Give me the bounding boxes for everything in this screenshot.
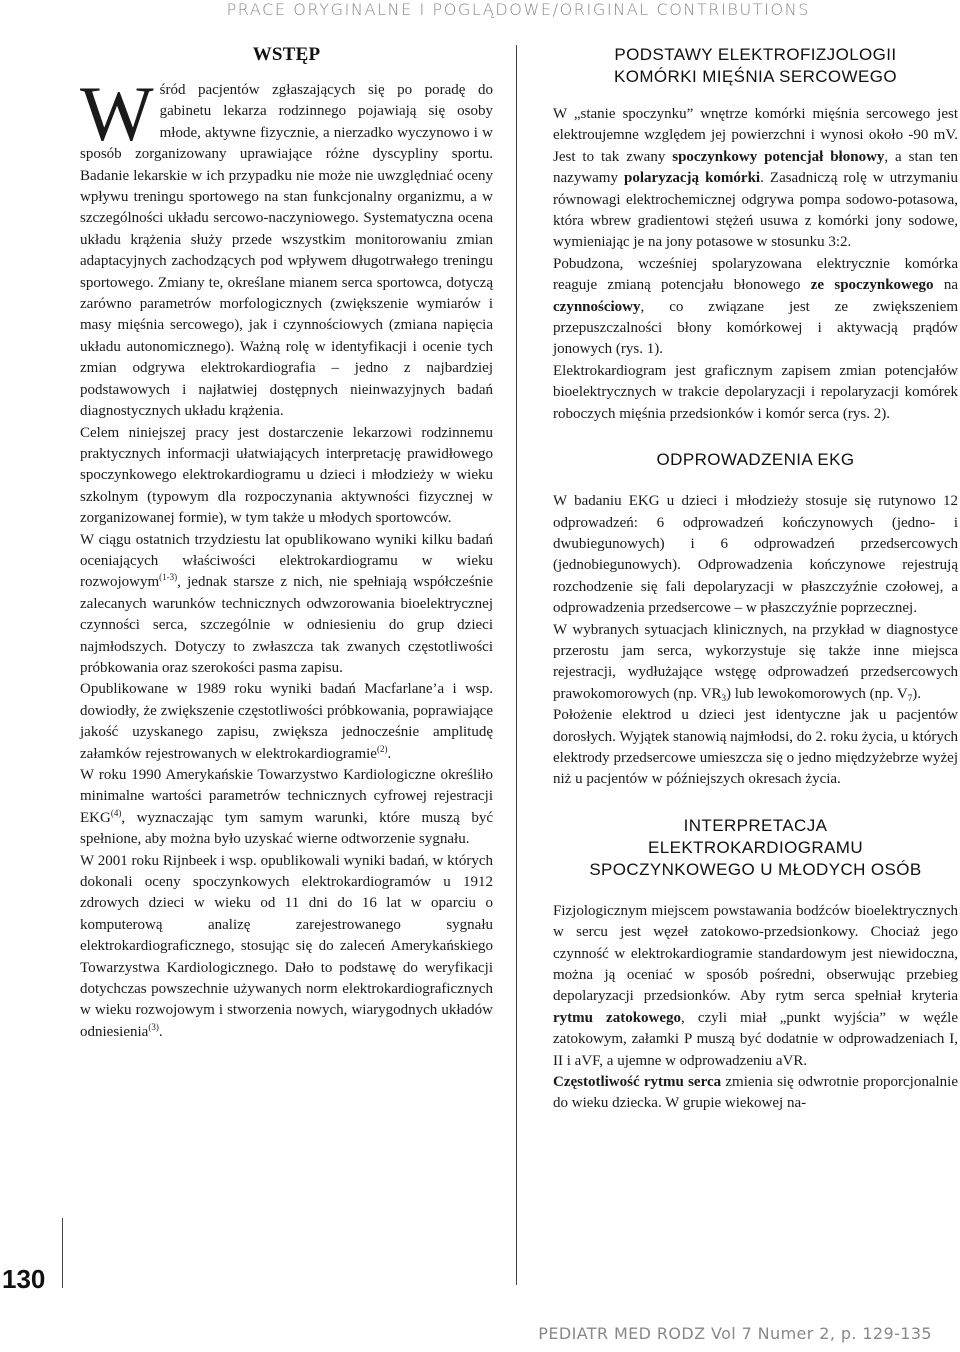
drop-cap: W: [80, 70, 154, 157]
bold-term: Częstotliwość rytmu serca: [553, 1074, 722, 1091]
column-divider: [516, 45, 517, 1285]
paragraph-text: W wybranych sytuacjach klinicznych, na przykład w diagnostyce przerostu jam serca, wykorzystuje się także inne miejsca rejestracji, wydłużające wstęgę odprowadzeń przedsercowych prawokomorowych (np. VR: [553, 621, 958, 702]
paragraph-text: , jednak starsze z nich, nie spełniają współcześnie zalecanych warunków technicznych odwzorowania bioelektrycznej czynności serca, szczególnie w odniesieniu do grup dzieci najmłodszych. Dotyczy to zwłaszcza tak zwanych częstotliwości próbkowania oraz szerokości pasma zapisu.: [80, 574, 493, 676]
paragraph: [553, 901, 958, 1072]
page-number: 130: [2, 1264, 46, 1294]
heading-line: PODSTAWY ELEKTROFIZJOLOGII: [614, 45, 897, 64]
section-heading-electrophysiology: [553, 44, 958, 88]
page-number-rule: [62, 1218, 63, 1288]
paragraph: [80, 679, 493, 765]
paragraph-text: W „stanie spoczynku” wnętrze komórki mięśnia sercowego jest elektroujemne względem jej powierzchni i wynosi około -90 mV. Jest to tak zwany: [553, 106, 958, 165]
bold-term: rytmu zatokowego: [553, 1009, 682, 1026]
bold-term: spoczynkowy potencjał błonowy: [672, 148, 885, 165]
running-foot: PEDIATR MED RODZ Vol 7 Numer 2, p. 129-135: [538, 1324, 932, 1343]
heading-line: SPOCZYNKOWEGO U MŁODYCH OSÓB: [589, 859, 922, 879]
citation: (4): [110, 807, 122, 818]
paragraph: Położenie elektrod u dzieci jest identyczne jak u pacjentów dorosłych. Wyjątek stanowią najmłodsi, do 2. roku życia, u których elektrody przedsercowe umieszcza się o jedno międzyżebrze wyżej niż u pacjentów w późniejszych okresach życia.: [553, 707, 958, 788]
bold-term: polaryzacją komórki: [624, 170, 761, 187]
paragraph: [80, 530, 493, 680]
paragraph: Elektrokardiogram jest graficznym zapisem zmian potencjałów bioelektrycznych w trakcie depolaryzacji i repolaryzacji komórek roboczych mięśnia przedsionków i komór serca (rys. 2).: [553, 362, 958, 422]
paragraph: [80, 70, 493, 423]
heading-line: INTERPRETACJA: [683, 815, 828, 835]
citation: (2): [376, 743, 388, 754]
paragraph: [553, 620, 958, 706]
subscript: 3: [721, 692, 726, 703]
bold-term: ze spoczynkowego: [810, 277, 934, 294]
paragraph: W badaniu EKG u dzieci i młodzieży stosuje się rutynowo 12 odprowadzeń: 6 odprowadzeń kończynowych (jedno- i dwubiegunowych) i 6 odprowadzeń przedsercowych (jednobiegunowych). Odprowadzenia kończynowe rejestrują rozchodzenie się fali depolaryzacji w płaszczyźnie czołowej, a odprowadzenia przedsercowe – w płaszczyźnie poprzecznej.: [553, 493, 958, 617]
paragraph: [553, 104, 958, 254]
paragraph-text: .: [158, 1023, 163, 1040]
paragraph-text: śród pacjentów zgłaszających się po poradę do gabinetu lekarza rodzinnego pojawiają się osoby młode, aktywne fizycznie, a nierzadko wyczynowo i w sposób zorganizowany uprawiające różne dyscypliny sportu. Badanie lekarskie w ich przypadku nie może nie uwzględniać oceny wpływu treningu sportowego na stan funkcjonalny organizmu, a w szczególności układu sercowo-naczyniowego. Systematyczna ocena układu krążenia służy przede wszystkim monitorowaniu zmian adaptacyjnych zachodzących pod wpływem długotrwałego treningu sportowego. Zmiany te, określane mianem serca sportowca, dotyczą zarówno parametrów morfologicznych (zwiększenie wymiarów i masy mięśnia sercowego), jak i czynnościowych (zmiana napięcia układu autonomicznego). Ważną rolę w identyfikacji i ocenie tych zmian odgrywa elektrokardiografia – jedno z najbardziej podstawowych i najłatwiej dostępnych nieinwazyjnych badań diagnostycznych układu krążenia.: [80, 82, 493, 420]
section-heading-interpretation: [553, 815, 958, 881]
paragraph-text: W 2001 roku Rijnbeek i wsp. opublikowali wyniki badań, w których dokonali oceny spoczynkowych elektrokardiogramów u 1912 zdrowych dzieci w wieku od 11 dni do 16 lat w oparciu o komputerową analizę zarejestrowanego sygnału elektrokardiograficznego, stosując się do zaleceń Amerykańskiego Towarzystwa Kardiologicznego. Dało to podstawę do weryfikacji dotychczas powszechnie używanych norm elektrokardiograficznych w wieku rozwojowym i stworzenia nowych, wiarygodnych układów odniesienia: [80, 852, 493, 1040]
paragraph: Celem niniejszej pracy jest dostarczenie lekarzowi rodzinnemu praktycznych informacji ułatwiających interpretację prawidłowego spoczynkowego elektrokardiogramu u dzieci i młodzieży w wieku szkolnym (typowym dla rozpoczynania aktywności fizycznej w zorganizowanej formie), w tym także u młodych sportowców.: [80, 424, 493, 527]
paragraph-text: W roku 1990 Amerykańskie Towarzystwo Kardiologiczne określiło minimalne wartości parametrów technicznych cyfrowej rejestracji EKG: [80, 767, 493, 826]
bold-term: czynnościowy: [553, 298, 641, 315]
right-column: [553, 44, 958, 1115]
paragraph-text: , wyznaczając tym samym warunki, które muszą być spełnione, aby można było uzyskać wierne odtworzenie sygnału.: [80, 809, 493, 848]
paragraph-text: , co związane jest ze zwiększeniem przepuszczalności błony komórkowej i aktywacją prądów jonowych (rys. 1).: [553, 298, 958, 358]
paragraph: [80, 765, 493, 851]
paragraph-text: Pobudzona, wcześniej spolaryzowana elektrycznie komórka reaguje zmianą potencjału błonowego: [553, 255, 958, 294]
subscript: 7: [907, 692, 913, 703]
paragraph: [553, 254, 958, 361]
paragraph-text: na: [933, 277, 958, 294]
paragraph-text: ).: [912, 685, 921, 702]
running-head: PRACE ORYGINALNE I POGLĄDOWE/ORIGINAL CONTRIBUTIONS: [226, 0, 810, 19]
paragraph-text: . Zasadniczą rolę w utrzymaniu równowagi elektrochemicznej odgrywa pompa sodowo-potasowa, która wbrew gradientowi stężeń usuwa z komórki jony sodowe, wymieniając je na jony potasowe w stosunku 3:2.: [553, 170, 959, 251]
paragraph-text: Opublikowane w 1989 roku wyniki badań Macfarlane’a i wsp. dowiodły, że zwiększenie częstotliwości próbkowania, poprawiające jakość uzyskanego zapisu, zwiększa jednocześnie amplitudę załamków rejestrowanych w elektrokardiogramie: [80, 681, 493, 762]
section-heading-intro: WSTĘP: [252, 44, 321, 65]
paragraph-text: .: [387, 745, 392, 762]
heading-line: ELEKTROKARDIOGRAMU: [647, 837, 863, 857]
paragraph-text: , a stan ten nazywamy: [553, 148, 958, 187]
citation: (1-3): [159, 572, 178, 583]
citation: (3): [148, 1021, 159, 1032]
paragraph-text: ) lub lewokomorowych (np. V: [725, 685, 908, 702]
paragraph-text: , czyli miał „punkt wyjścia” w węźle zatokowym, załamki P muszą być dodatnie w odprowadzeniach I, II i aVF, a ujemne w odprowadzeniu aVR.: [553, 1009, 958, 1069]
paragraph: [80, 851, 493, 1044]
paragraph: [553, 1072, 958, 1115]
paragraph-text: W ciągu ostatnich trzydziestu lat opublikowano wyniki kilku badań oceniających właściwości elektrokardiogramu w wieku rozwojowym: [80, 531, 493, 591]
paragraph-text: zmienia się odwrotnie proporcjonalnie do wieku dziecka. W grupie wiekowej na-: [553, 1074, 958, 1112]
section-heading-leads: ODPROWADZENIA EKG: [656, 450, 855, 470]
heading-line: KOMÓRKI MIĘŚNIA SERCOWEGO: [614, 67, 897, 86]
left-column: [80, 44, 493, 1043]
paragraph-text: Fizjologicznym miejscem powstawania bodźców bioelektrycznych w sercu jest węzeł zatokowo-przedsionkowy. Chociaż jego czynność w elektrokardiogramie standardowym jest niewidoczna, można ją oceniać w sposób pośredni, obserwując przebieg depolaryzacji przedsionków. Aby rytm serca spełniał kryteria: [553, 902, 958, 1005]
